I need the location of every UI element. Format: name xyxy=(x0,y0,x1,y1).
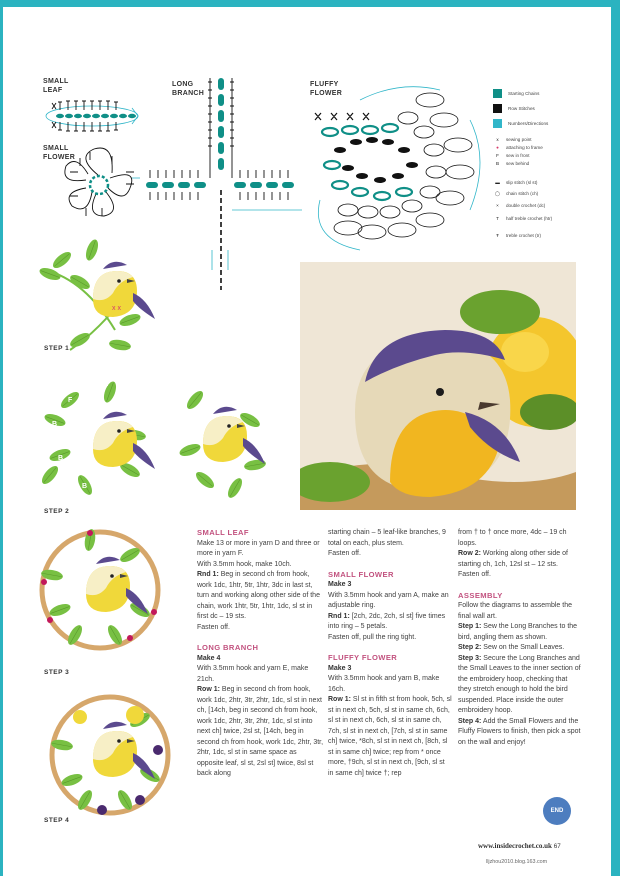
small-leaf-rnd1 xyxy=(197,570,324,623)
assembly-step4 xyxy=(458,717,582,749)
legend-color-row xyxy=(493,116,603,131)
row1-text: Sl st in fifth st from hook, 5ch, sl st in next ch, 5ch, sl st in same ch, 6ch, sl st in next ch, 6ch, sl st in same ch, 7ch, sl st in next ch, [7ch, sl st in same ch] twice, *8ch, sl st in next ch, [8ch, sl st in same ch] twice; rep from * once more, †9ch, sl st in next ch, [9ch, sl st in same ch] twice †; rep xyxy=(328,696,452,777)
step1-label: STEP 1 xyxy=(44,345,70,352)
legend-symbol-row xyxy=(493,233,541,238)
small-flower-chart xyxy=(65,148,134,216)
diagram-legend xyxy=(493,86,603,131)
small-flower-rnd1 xyxy=(328,612,452,633)
fluffy-flower-intro: With 3.5mm hook and yarn B, make 16ch. xyxy=(328,675,440,693)
long-branch-heading: LONG BRANCH xyxy=(197,643,259,652)
legend-swatch xyxy=(493,104,502,113)
step4-label: STEP 4 xyxy=(44,817,70,824)
pattern-column-2 xyxy=(328,528,452,779)
rnd1-text: [2ch, 2dc, 2ch, sl st] five times into ring – 5 petals. xyxy=(328,612,446,630)
row1-label: Row 1: xyxy=(328,696,351,703)
fluffy-flower-make: Make 3 xyxy=(328,664,352,672)
step1-illustration xyxy=(38,238,155,352)
long-branch-fasten: Fasten off. xyxy=(328,550,361,557)
sew-behind-marker: B xyxy=(58,455,64,462)
legend-symbol-row xyxy=(493,216,552,221)
small-leaf-chart xyxy=(46,101,138,131)
step3-label: STEP 3 xyxy=(44,669,70,676)
row2-text: Working along other side of starting ch, 1ch, 12sl st – 12 sts. xyxy=(458,550,568,568)
assembly-step2 xyxy=(458,643,582,654)
sewing-point-icon: x xyxy=(496,137,499,142)
slip-stitch-icon: ▬ xyxy=(495,180,500,185)
sew-front-marker: F xyxy=(104,383,109,390)
footer-site[interactable]: www.insidecrochet.co.uk xyxy=(478,842,552,850)
rnd1-label: Rnd 1: xyxy=(328,612,350,620)
long-branch-make: Make 4 xyxy=(197,654,221,662)
step-text: Sew the Long Branches to the bird, angling them as shown. xyxy=(458,623,578,641)
page-number: 67 xyxy=(553,843,561,850)
step-label: Step 1: xyxy=(458,623,482,630)
legend-label: half treble crochet (htr) xyxy=(506,216,553,221)
small-flower-intro: With 3.5mm hook and yarn A, make an adjustable ring. xyxy=(328,591,449,609)
fluffy-flower-heading: FLUFFY FLOWER xyxy=(328,653,398,662)
watermark: lljzhou2010.blog.163.com xyxy=(486,859,548,865)
fluffy-flower-row1 xyxy=(328,695,452,779)
assembly-heading: ASSEMBLY xyxy=(458,590,503,600)
small-flower-diagram-label: SMALL FLOWER xyxy=(43,145,76,161)
page-footer xyxy=(478,842,561,850)
step2-illustration-left xyxy=(39,380,155,497)
long-branch-row1 xyxy=(197,685,324,780)
legend-label: sew behind xyxy=(506,161,530,166)
pattern-column-3 xyxy=(458,528,582,748)
small-flower-make: Make 3 xyxy=(328,581,352,588)
row1-text: Beg in second ch from hook, work 1dc, 2htr, 3tr, 2htr, 1dc, sl st in next ch, [14ch, beg in second ch from hook, work 1dc, 2htr, 3tr, 2htr, 1dc, sl st into next ch] twice, 2sl st, [14ch, beg in second ch from hook, work 1dc, 2htr, 3tr, 2htr, 1dc, sl st in same space as opposite leaf, sl st, 2sl st] twice, 8sl st back along xyxy=(197,686,324,777)
legend-label: sew in front xyxy=(506,153,530,158)
row1-label: Row 1: xyxy=(197,686,220,693)
step4-illustration xyxy=(50,697,168,815)
legend-label: Numbers/Directions xyxy=(508,121,549,126)
attach-dot-icon: ● xyxy=(496,145,499,150)
small-leaf-chain: With 3.5mm hook, make 10ch. xyxy=(197,560,292,568)
long-branch-diagram-label: LONG BRANCH xyxy=(172,81,205,97)
fluffy-flower-chart xyxy=(315,87,480,250)
small-flower-heading: SMALL FLOWER xyxy=(328,569,394,579)
fluffy-flower-fasten: Fasten off. xyxy=(458,571,491,578)
legend-color-row xyxy=(493,101,603,116)
legend-swatch xyxy=(493,119,502,128)
double-crochet-icon: × xyxy=(496,203,499,208)
step2-label: STEP 2 xyxy=(44,508,70,515)
svg-text:x x: x x xyxy=(112,305,121,312)
legend-swatch xyxy=(493,89,502,98)
half-treble-icon: T xyxy=(496,216,499,221)
step2-illustration-right xyxy=(178,388,267,500)
fluffy-flower-row2 xyxy=(458,549,582,570)
legend-symbol-row xyxy=(493,161,529,166)
assembly-intro: Follow the diagrams to assemble the final wall art. xyxy=(458,602,572,620)
pattern-column-1 xyxy=(197,528,324,780)
step-label: Step 3: xyxy=(458,654,482,662)
legend-symbol-row xyxy=(493,145,543,150)
sew-front-marker: F xyxy=(68,397,73,404)
assembly-step1 xyxy=(458,622,582,643)
sew-behind-marker: B xyxy=(52,421,58,428)
fluffy-flower-diagram-label: FLUFFY FLOWER xyxy=(310,81,343,97)
treble-crochet-icon: Ŧ xyxy=(496,233,499,238)
sew-behind-icon: B xyxy=(495,161,500,166)
legend-symbol-row xyxy=(493,137,532,142)
legend-label: slip stitch (sl st) xyxy=(506,180,538,185)
legend-label: Starting Chains xyxy=(508,91,540,96)
chain-stitch-icon: ◯ xyxy=(494,191,501,196)
small-leaf-heading: SMALL LEAF xyxy=(197,528,249,537)
legend-symbol-row xyxy=(493,180,537,185)
finished-bird-photo xyxy=(300,262,576,510)
small-flower-fasten: Fasten off, pull the ring tight. xyxy=(328,633,417,641)
legend-label: sewing point xyxy=(506,137,532,142)
legend-label: double crochet (dc) xyxy=(506,203,546,208)
step3-illustration xyxy=(40,528,158,648)
fluffy-flower-cont: from † to † once more, 4dc – 19 ch loops. xyxy=(458,529,567,547)
long-branch-cont: starting chain – 5 leaf-like branches, 9 total on each, plus stem. xyxy=(328,529,446,547)
legend-label: chain stitch (ch) xyxy=(506,191,539,196)
sew-front-marker: F xyxy=(80,411,85,418)
sew-behind-marker: B xyxy=(82,483,88,490)
legend-symbol-row xyxy=(493,203,545,208)
legend-label: Row Stitches xyxy=(508,106,535,111)
legend-label: attaching to frame xyxy=(506,145,543,150)
step-text: Secure the Long Branches and the Small Leaves to the inner section of the embroidery hoop, checking that they stretch enough to hold the bird suspended. Place inside the outer embroidery hoop. xyxy=(458,654,581,714)
assembly-step3 xyxy=(458,654,582,717)
step-text: Sew on the Small Leaves. xyxy=(481,644,565,651)
rnd1-text: Beg in second ch from hook, work 1dc, 1htr, 5tr, 1htr, 3dc in last st, turn and working along other side of the chain, work 1htr, 5tr, 1htr, 1dc, sl st in first dc – 19 sts. xyxy=(197,571,320,620)
end-badge: END xyxy=(543,797,571,825)
small-leaf-diagram-label: SMALL LEAF xyxy=(43,78,69,94)
legend-symbol-row xyxy=(493,153,530,158)
step-label: Step 2: xyxy=(458,644,482,651)
legend-label: treble crochet (tr) xyxy=(506,233,541,238)
small-leaf-fasten: Fasten off. xyxy=(197,623,230,631)
step-text: Add the Small Flowers and the Fluffy Flowers to finish, then pick a spot on the wall and enjoy! xyxy=(458,717,581,746)
step-label: Step 4: xyxy=(458,717,482,725)
photo-illustration xyxy=(300,262,576,510)
long-branch-chain: With 3.5mm hook and yarn E, make 21ch. xyxy=(197,665,309,683)
row2-label: Row 2: xyxy=(458,550,481,557)
legend-symbol-row xyxy=(493,191,538,197)
rnd1-label: Rnd 1: xyxy=(197,571,219,578)
small-leaf-intro: Make 13 or more in yarn D and three or more in yarn F. xyxy=(197,539,320,557)
legend-color-row xyxy=(493,86,603,101)
sew-front-icon: F xyxy=(496,153,499,158)
